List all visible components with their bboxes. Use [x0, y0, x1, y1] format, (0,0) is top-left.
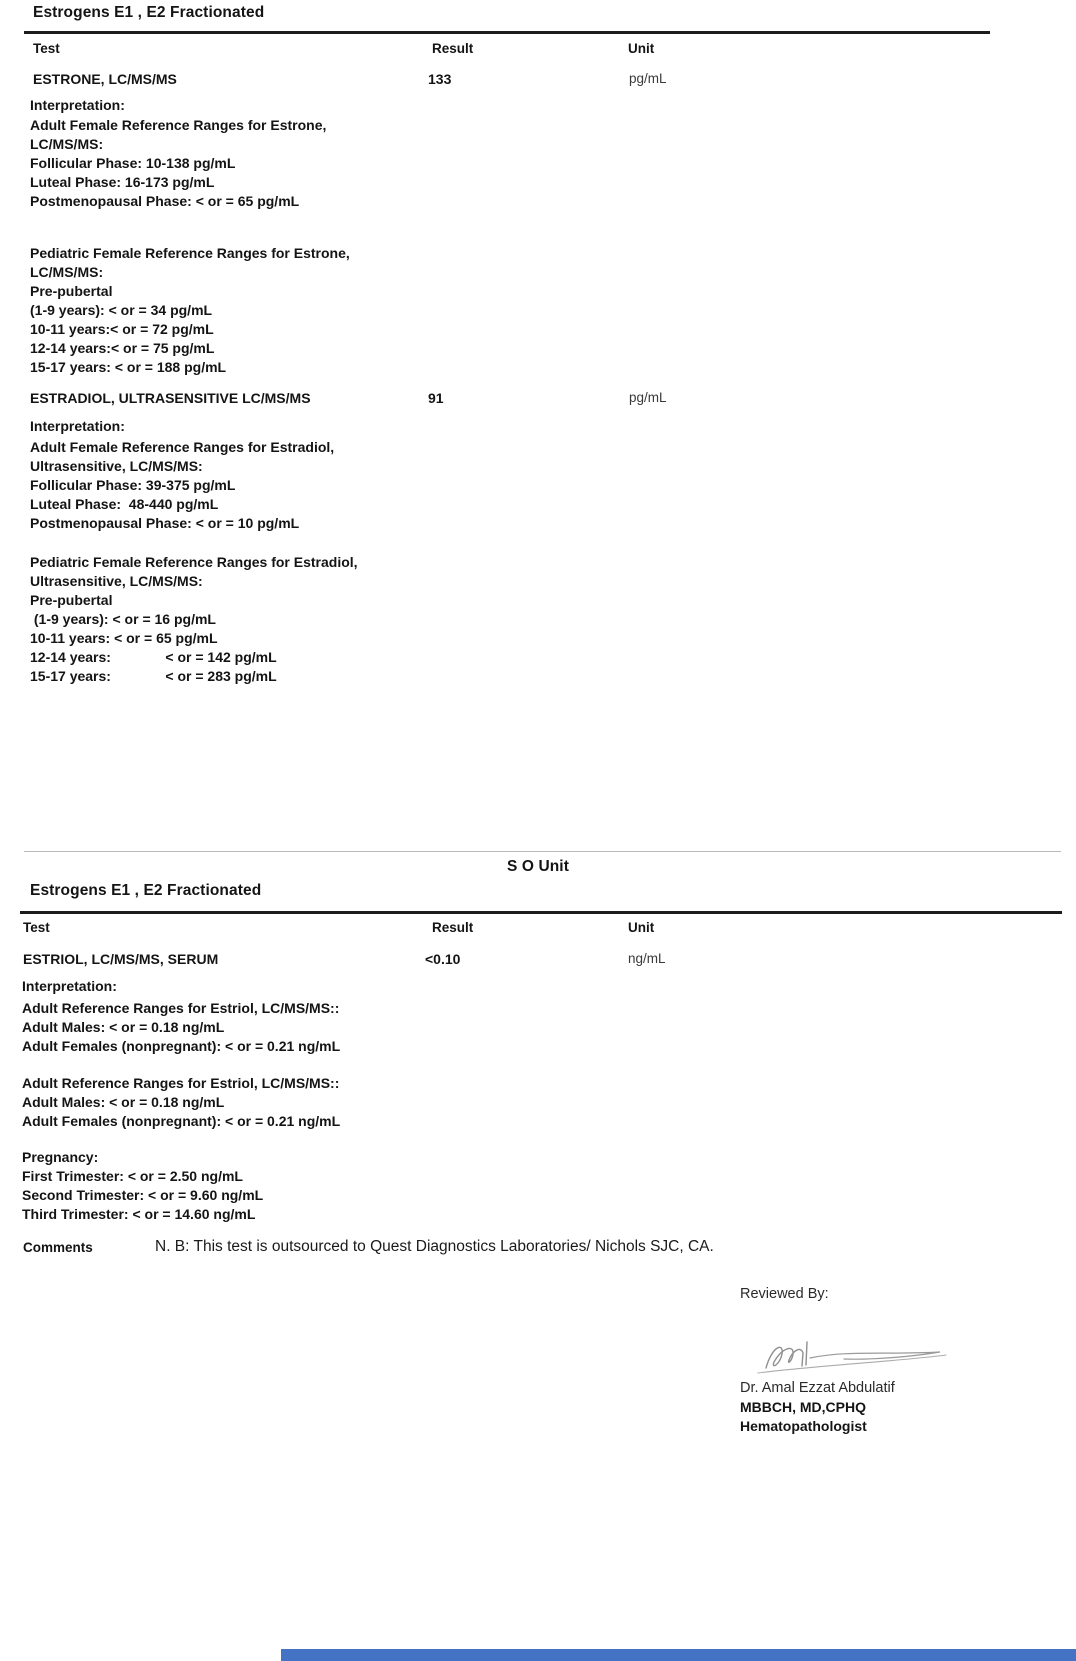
range-line: Follicular Phase: 10-138 pg/mL	[30, 155, 236, 171]
section1-header-row	[0, 41, 1076, 61]
estriol-adult-ranges-2	[22, 1074, 340, 1131]
estradiol-pediatric-ranges	[30, 553, 358, 686]
doctor-role: Hematopathologist	[740, 1418, 867, 1434]
range-line: Pregnancy:	[22, 1149, 99, 1165]
section1-title: Estrogens E1 , E2 Fractionated	[33, 4, 265, 21]
reviewed-by-label: Reviewed By:	[740, 1286, 829, 1302]
range-line: (1-9 years): < or = 34 pg/mL	[30, 302, 213, 318]
range-line: Pediatric Female Reference Ranges for Estrone,	[30, 245, 350, 261]
range-line: Second Trimester: < or = 9.60 ng/mL	[22, 1187, 264, 1203]
test-row-estriol	[0, 951, 1076, 971]
test-result: 91	[428, 390, 444, 406]
signature-image	[752, 1332, 952, 1380]
range-line: Adult Males: < or = 0.18 ng/mL	[22, 1094, 225, 1110]
estrone-pediatric-ranges	[30, 244, 350, 377]
estrone-adult-ranges	[30, 116, 326, 211]
range-line: (1-9 years): < or = 16 pg/mL	[30, 611, 216, 627]
comments-row	[0, 1238, 1076, 1262]
range-line: Third Trimester: < or = 14.60 ng/mL	[22, 1206, 256, 1222]
range-line: Ultrasensitive, LC/MS/MS:	[30, 573, 203, 589]
test-result: 133	[428, 71, 452, 87]
range-line: LC/MS/MS:	[30, 264, 104, 280]
range-line: Pre-pubertal	[30, 592, 113, 608]
range-line: 12-14 years: < or = 142 pg/mL	[30, 649, 277, 665]
test-unit: ng/mL	[628, 951, 666, 966]
range-line: Luteal Phase: 16-173 pg/mL	[30, 174, 215, 190]
section2-top-rule	[20, 911, 1062, 914]
range-line: Adult Females (nonpregnant): < or = 0.21 ng/mL	[22, 1038, 341, 1054]
section2-title: Estrogens E1 , E2 Fractionated	[30, 882, 262, 899]
doctor-name: Dr. Amal Ezzat Abdulatif	[740, 1380, 895, 1396]
test-unit: pg/mL	[629, 71, 667, 86]
test-unit: pg/mL	[629, 390, 667, 405]
reviewer-identity	[740, 1379, 895, 1436]
range-line: LC/MS/MS:	[30, 136, 104, 152]
test-row-estrone	[0, 71, 1076, 91]
range-line: 12-14 years:< or = 75 pg/mL	[30, 340, 215, 356]
section-divider-rule	[24, 851, 1061, 852]
column-header-unit: Unit	[628, 41, 655, 56]
unit-divider-label: S O Unit	[507, 858, 569, 875]
test-row-estradiol	[0, 390, 1076, 410]
column-header-unit: Unit	[628, 920, 655, 935]
range-line: Pediatric Female Reference Ranges for Estradiol,	[30, 554, 358, 570]
test-name: ESTRONE, LC/MS/MS	[33, 71, 177, 87]
range-line: Ultrasensitive, LC/MS/MS:	[30, 458, 203, 474]
comments-text: N. B: This test is outsourced to Quest Diagnostics Laboratories/ Nichols SJC, CA.	[155, 1238, 714, 1255]
range-line: 10-11 years:< or = 72 pg/mL	[30, 321, 214, 337]
column-header-test: Test	[23, 920, 50, 935]
estradiol-interpretation-label: Interpretation:	[30, 418, 125, 434]
range-line: First Trimester: < or = 2.50 ng/mL	[22, 1168, 243, 1184]
test-name: ESTRIOL, LC/MS/MS, SERUM	[23, 951, 219, 967]
section1-top-rule	[24, 31, 990, 34]
range-line: Adult Reference Ranges for Estriol, LC/MS/MS::	[22, 1000, 340, 1016]
range-line: Luteal Phase: 48-440 pg/mL	[30, 496, 219, 512]
range-line: Postmenopausal Phase: < or = 65 pg/mL	[30, 193, 300, 209]
column-header-result: Result	[432, 41, 474, 56]
test-name: ESTRADIOL, ULTRASENSITIVE LC/MS/MS	[30, 390, 311, 406]
range-line: Adult Female Reference Ranges for Estradiol,	[30, 439, 335, 455]
range-line: Postmenopausal Phase: < or = 10 pg/mL	[30, 515, 300, 531]
estriol-pregnancy-ranges	[22, 1148, 263, 1224]
test-result: <0.10	[425, 951, 461, 967]
range-line: Adult Reference Ranges for Estriol, LC/MS/MS::	[22, 1075, 340, 1091]
range-line: Pre-pubertal	[30, 283, 113, 299]
range-line: Follicular Phase: 39-375 pg/mL	[30, 477, 236, 493]
range-line: Adult Females (nonpregnant): < or = 0.21 ng/mL	[22, 1113, 341, 1129]
estriol-interpretation-label: Interpretation:	[22, 978, 117, 994]
range-line: 15-17 years: < or = 188 pg/mL	[30, 359, 227, 375]
column-header-result: Result	[432, 920, 474, 935]
section2-header-row	[0, 920, 1076, 940]
range-line: Adult Males: < or = 0.18 ng/mL	[22, 1019, 225, 1035]
range-line: 10-11 years: < or = 65 pg/mL	[30, 630, 218, 646]
estrone-interpretation-label: Interpretation:	[30, 97, 125, 113]
estriol-adult-ranges-1	[22, 999, 340, 1056]
range-line: 15-17 years: < or = 283 pg/mL	[30, 668, 277, 684]
footer-accent-bar	[281, 1649, 1076, 1661]
comments-label: Comments	[23, 1240, 93, 1255]
range-line: Adult Female Reference Ranges for Estrone,	[30, 117, 327, 133]
column-header-test: Test	[33, 41, 60, 56]
doctor-credentials: MBBCH, MD,CPHQ	[740, 1399, 866, 1415]
estradiol-adult-ranges	[30, 438, 334, 533]
